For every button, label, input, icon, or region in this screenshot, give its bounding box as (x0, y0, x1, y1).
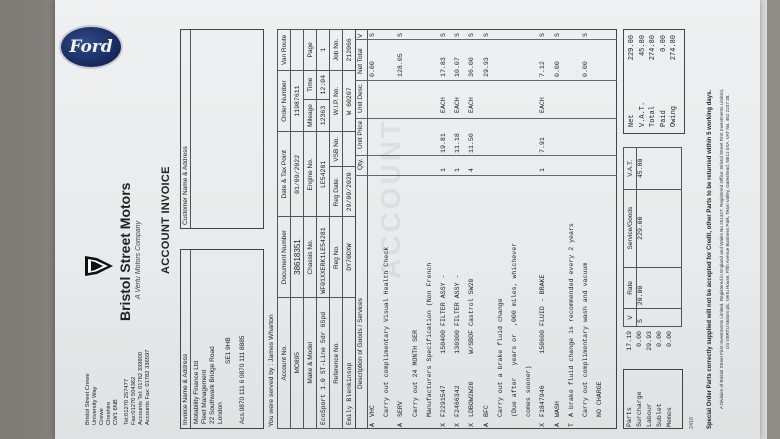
line-description: comes sooner) (525, 365, 533, 417)
order-number: 11987611 (291, 70, 304, 132)
engine-number: LE54281 (317, 132, 330, 217)
van-route (291, 30, 304, 71)
summary-value: 29.93 (646, 331, 653, 351)
ford-logo-text: Ford (69, 37, 113, 57)
header-row-labels (330, 30, 343, 429)
line-qty: 1 (539, 168, 547, 172)
vsb-number (343, 132, 356, 167)
dealer-contact-line: Tel:01270 257477 (124, 378, 130, 425)
header-label: Chassis No. (304, 217, 317, 297)
page-number: 1 (317, 30, 330, 71)
line-description: F1847946 150600 FLUID - BRAKE (539, 274, 547, 417)
total-label: Net (628, 114, 636, 127)
line-item-row (426, 29, 440, 427)
line-item-row (369, 29, 383, 427)
watermark: ACCOUNT (375, 118, 406, 279)
invoice-address-line: SE1 9HB (225, 337, 232, 364)
invoice-paper (55, 0, 760, 439)
line-item-row (525, 29, 539, 427)
tax-point-date: 01/09/2022 (291, 132, 304, 217)
line-unit-desc: EACH (468, 97, 476, 113)
summary-label: Sublet (656, 403, 663, 427)
total-label: Total (649, 105, 657, 127)
line-net-total: 17.83 (440, 57, 447, 77)
header-row-labels (304, 30, 317, 429)
line-vat-code: S (454, 33, 462, 37)
line-qty: 1 (440, 168, 447, 172)
line-net-total: 0.00 (369, 61, 376, 77)
summary-label: Labour (646, 403, 653, 427)
line-description: BFC (482, 405, 490, 417)
summary-value: 0.00 (656, 331, 663, 347)
header-label: Date & Tax Point (278, 132, 291, 217)
line-item-row (497, 29, 511, 427)
line-item-row (454, 29, 468, 427)
vat-header: Service/Goods (624, 189, 637, 267)
line-net-total: 128.05 (397, 53, 405, 77)
header-label: Mileage (304, 99, 317, 132)
job-number: 212066 (343, 30, 356, 71)
line-description: SERV (397, 401, 405, 417)
total-value: 0.00 (659, 35, 668, 52)
reference-number: Emily Blenkinsop (343, 297, 356, 428)
line-description: VHC (369, 405, 376, 417)
time: 12:04 (317, 70, 330, 99)
header-label: Van Route (278, 30, 291, 71)
line-description: Carry out 24 MONTH SER (411, 329, 419, 417)
vat-goods-amount: 229.00 (637, 189, 682, 267)
dealer-address-line: University Way (92, 386, 98, 425)
header-row-values (291, 30, 304, 429)
vat-header: V.A.T. (624, 148, 637, 190)
dealer-contact-line: Accounts Tel: 01782 339800 (138, 351, 144, 425)
header-label: Reg No. (330, 217, 343, 297)
invoice-address-line: London (217, 402, 224, 424)
line-unit-desc: EACH (454, 97, 462, 113)
total-value: 274.80 (649, 35, 657, 61)
line-flag: X (468, 423, 476, 427)
line-vat-code: S (582, 33, 589, 37)
dealer-address-line: Cheshire (106, 401, 112, 425)
chassis-number: WF01XXERK1LE54281 (317, 217, 330, 297)
line-qty: 1 (454, 168, 462, 172)
line-flag: X (440, 423, 447, 427)
summary-labels (625, 391, 675, 427)
dealer-tagline: A Vertu Motors Company (135, 220, 142, 299)
invoice-address-line: Fleet Management (201, 369, 208, 424)
line-unit-desc: EACH (440, 97, 447, 113)
qty-header: Qty. (357, 158, 364, 170)
line-vat-code: S (482, 33, 490, 37)
line-net-total: 29.93 (482, 57, 490, 77)
line-item-row (511, 29, 525, 427)
line-item-row (483, 29, 497, 427)
header-label: Make & Model (304, 297, 317, 428)
legal-line: A Division of Bristol Street First Investments Limited. Registered in England and Wales No 251327. Registered Office: Bristol Street First Investments Limited, (719, 89, 724, 409)
registration-number: DY70DXW (343, 217, 356, 297)
invoice-address-box (180, 249, 264, 429)
invoice-document (55, 0, 760, 439)
line-description: Carry out complimentary wash and vacuum (582, 262, 589, 417)
header-label: Reg Date. (330, 167, 343, 217)
line-unit-price: 19.81 (440, 133, 447, 153)
vat-table (623, 147, 682, 327)
line-unit-price: 11.50 (468, 133, 476, 153)
dealer-address (85, 350, 152, 425)
total-value: 45.80 (638, 35, 647, 57)
header-label: Time (304, 70, 317, 99)
line-flag: A (397, 423, 405, 427)
line-item-row (468, 29, 482, 427)
line-item-row (397, 29, 411, 427)
line-item-row (440, 29, 454, 427)
line-flag: A (553, 423, 561, 427)
line-net-total: 10.07 (454, 57, 462, 77)
dealer-logo (83, 253, 120, 279)
line-description: A brake fluid change is recommended every 2 years (567, 223, 575, 417)
vat-code: S (637, 309, 682, 327)
returns-notice: Special Order Parts correctly supplied will not be accepted for Credit, other Parts to be returned within 5 working days. (707, 89, 713, 429)
total-label: Owing (670, 105, 678, 127)
summary-value: 0.00 (666, 331, 673, 347)
line-description: F2466342 130300 FILTER ASSY - (454, 274, 462, 417)
customer-address-box (180, 29, 264, 229)
dealer-address-line: CW1 6NB (113, 399, 119, 425)
totals-values (627, 35, 680, 79)
line-unit-price: 11.18 (454, 133, 462, 153)
line-net-total: 36.00 (468, 57, 476, 77)
totals-labels (627, 102, 680, 127)
make-model: EcoSport 1.0 ST-Line 5dr 6Spd (317, 297, 330, 428)
line-item-row (539, 29, 553, 427)
net-total-header: Net Total (357, 48, 364, 74)
invoice-title: ACCOUNT INVOICE (160, 166, 172, 274)
header-label: Account No. (278, 297, 291, 428)
line-item-row (554, 29, 568, 427)
description-header: Description of Goods / Services (357, 297, 364, 389)
summary-label: Memos (666, 407, 673, 427)
dealer-address-line: Bristol Street Crewe (85, 373, 91, 425)
line-flag: X (539, 423, 547, 427)
line-item-row (383, 29, 397, 427)
line-description: Carry out complimentary Visual Health Check (383, 246, 391, 417)
vat-header-row (624, 148, 637, 327)
line-items-header (355, 29, 368, 429)
line-items (369, 29, 615, 427)
header-label: W.I.P. No. (330, 70, 343, 132)
line-description: Manufacturers Specification (Non French (425, 262, 433, 417)
line-description: Carry out a brake fluid change (496, 298, 504, 417)
total-value: 229.00 (628, 35, 636, 61)
invoice-address-label: Invoice Name & Address (181, 250, 191, 428)
header-label: Page (304, 30, 317, 71)
dealer-name: Bristol Street Motors (117, 182, 133, 321)
line-net-total: 0.00 (553, 61, 561, 77)
header-label: Engine No. (304, 132, 317, 217)
footer-code: 2418 (689, 417, 695, 429)
vat-header: V (624, 309, 637, 327)
line-item-row (582, 29, 596, 427)
account-number: MO895 (291, 297, 304, 428)
summary-values (625, 331, 675, 365)
dealer-logo-mark-icon (83, 253, 115, 279)
line-qty: 4 (468, 168, 476, 172)
line-flag: X (454, 423, 462, 427)
line-description: WASH (553, 401, 561, 417)
invoice-address-line: 22 Southwark Bridge Road (209, 346, 216, 424)
dealer-contact-line: Fax:01270 504362 (131, 376, 137, 425)
line-description: LDBOW2W20 W/SBOF Castrol 5W20 (468, 278, 476, 417)
header-label: Order Number (278, 70, 291, 132)
total-value: 274.80 (670, 35, 678, 61)
line-unit-price: 7.91 (539, 137, 547, 153)
line-flag: A (369, 423, 376, 427)
line-vat-code: S (468, 33, 476, 37)
line-vat-code: S (397, 33, 405, 37)
registration-date: 29/09/2020 (343, 167, 356, 217)
header-row-values (317, 30, 330, 429)
header-table (277, 29, 356, 429)
vat-code-header: V (357, 33, 364, 38)
line-net-total: 0.00 (582, 61, 589, 77)
served-by: You were served by : James Wharton (268, 314, 275, 427)
line-unit-desc: EACH (539, 97, 547, 113)
summary-value: 0.00 (636, 331, 643, 347)
line-flag: T (567, 423, 575, 427)
line-description: (Due after years or ,000 miles, whichever (511, 242, 518, 417)
header-label: Document Number (278, 217, 291, 297)
header-label: VSB No. (330, 132, 343, 167)
summary-label: Surcharge (636, 391, 643, 427)
line-vat-code: S (553, 33, 561, 37)
header-row-values (343, 30, 356, 429)
legal-line: c/o VERTU Motors plc, Vertu House, Fifth Avenue Business Park, Team Valley, Gateshead, NE11 0XA. VAT No. 462 2247 38. (725, 94, 730, 349)
line-description: NO CHARGE (596, 381, 604, 417)
line-flag: A (482, 423, 490, 427)
header-row-labels (278, 30, 291, 429)
unit-desc-header: Unit Desc. (357, 83, 364, 113)
header-label: Reference No. (330, 297, 343, 428)
line-item-row (568, 29, 582, 427)
summary-label: Parts (626, 407, 633, 427)
vat-header: Rate (624, 267, 637, 309)
unit-price-header: Unit Price (357, 120, 364, 149)
mileage: 12363 (317, 99, 330, 132)
summary-value: 17.19 (626, 331, 633, 351)
customer-address-label: Customer Name & Address (181, 30, 191, 228)
wip-number: W 60207 (343, 70, 356, 132)
vat-row (637, 148, 682, 327)
total-label: Paid (659, 110, 668, 127)
line-item-row (596, 29, 610, 427)
account-reference: Acs.0870 111 6 0870 111 8885 (239, 335, 246, 424)
dealer-address-line: Crewe (99, 408, 105, 425)
line-item-row (412, 29, 426, 427)
document-number: 38618351 (291, 217, 304, 297)
vat-rate: 20.00 (637, 267, 682, 309)
line-net-total: 7.12 (539, 61, 547, 77)
line-vat-code: S (539, 33, 547, 37)
header-label: Job No. (330, 30, 343, 71)
line-vat-code: S (369, 33, 376, 37)
total-label: V.A.T. (638, 101, 647, 127)
line-description: F2291547 150400 FILTER ASSY - (440, 274, 447, 417)
vat-amount: 45.80 (637, 148, 682, 190)
dealer-contact-line: Accounts Fax: 01782 336597 (145, 349, 151, 425)
line-vat-code: S (440, 33, 447, 37)
ford-logo (59, 25, 123, 69)
invoice-address-line: Motability Finance Ltd (193, 360, 200, 424)
